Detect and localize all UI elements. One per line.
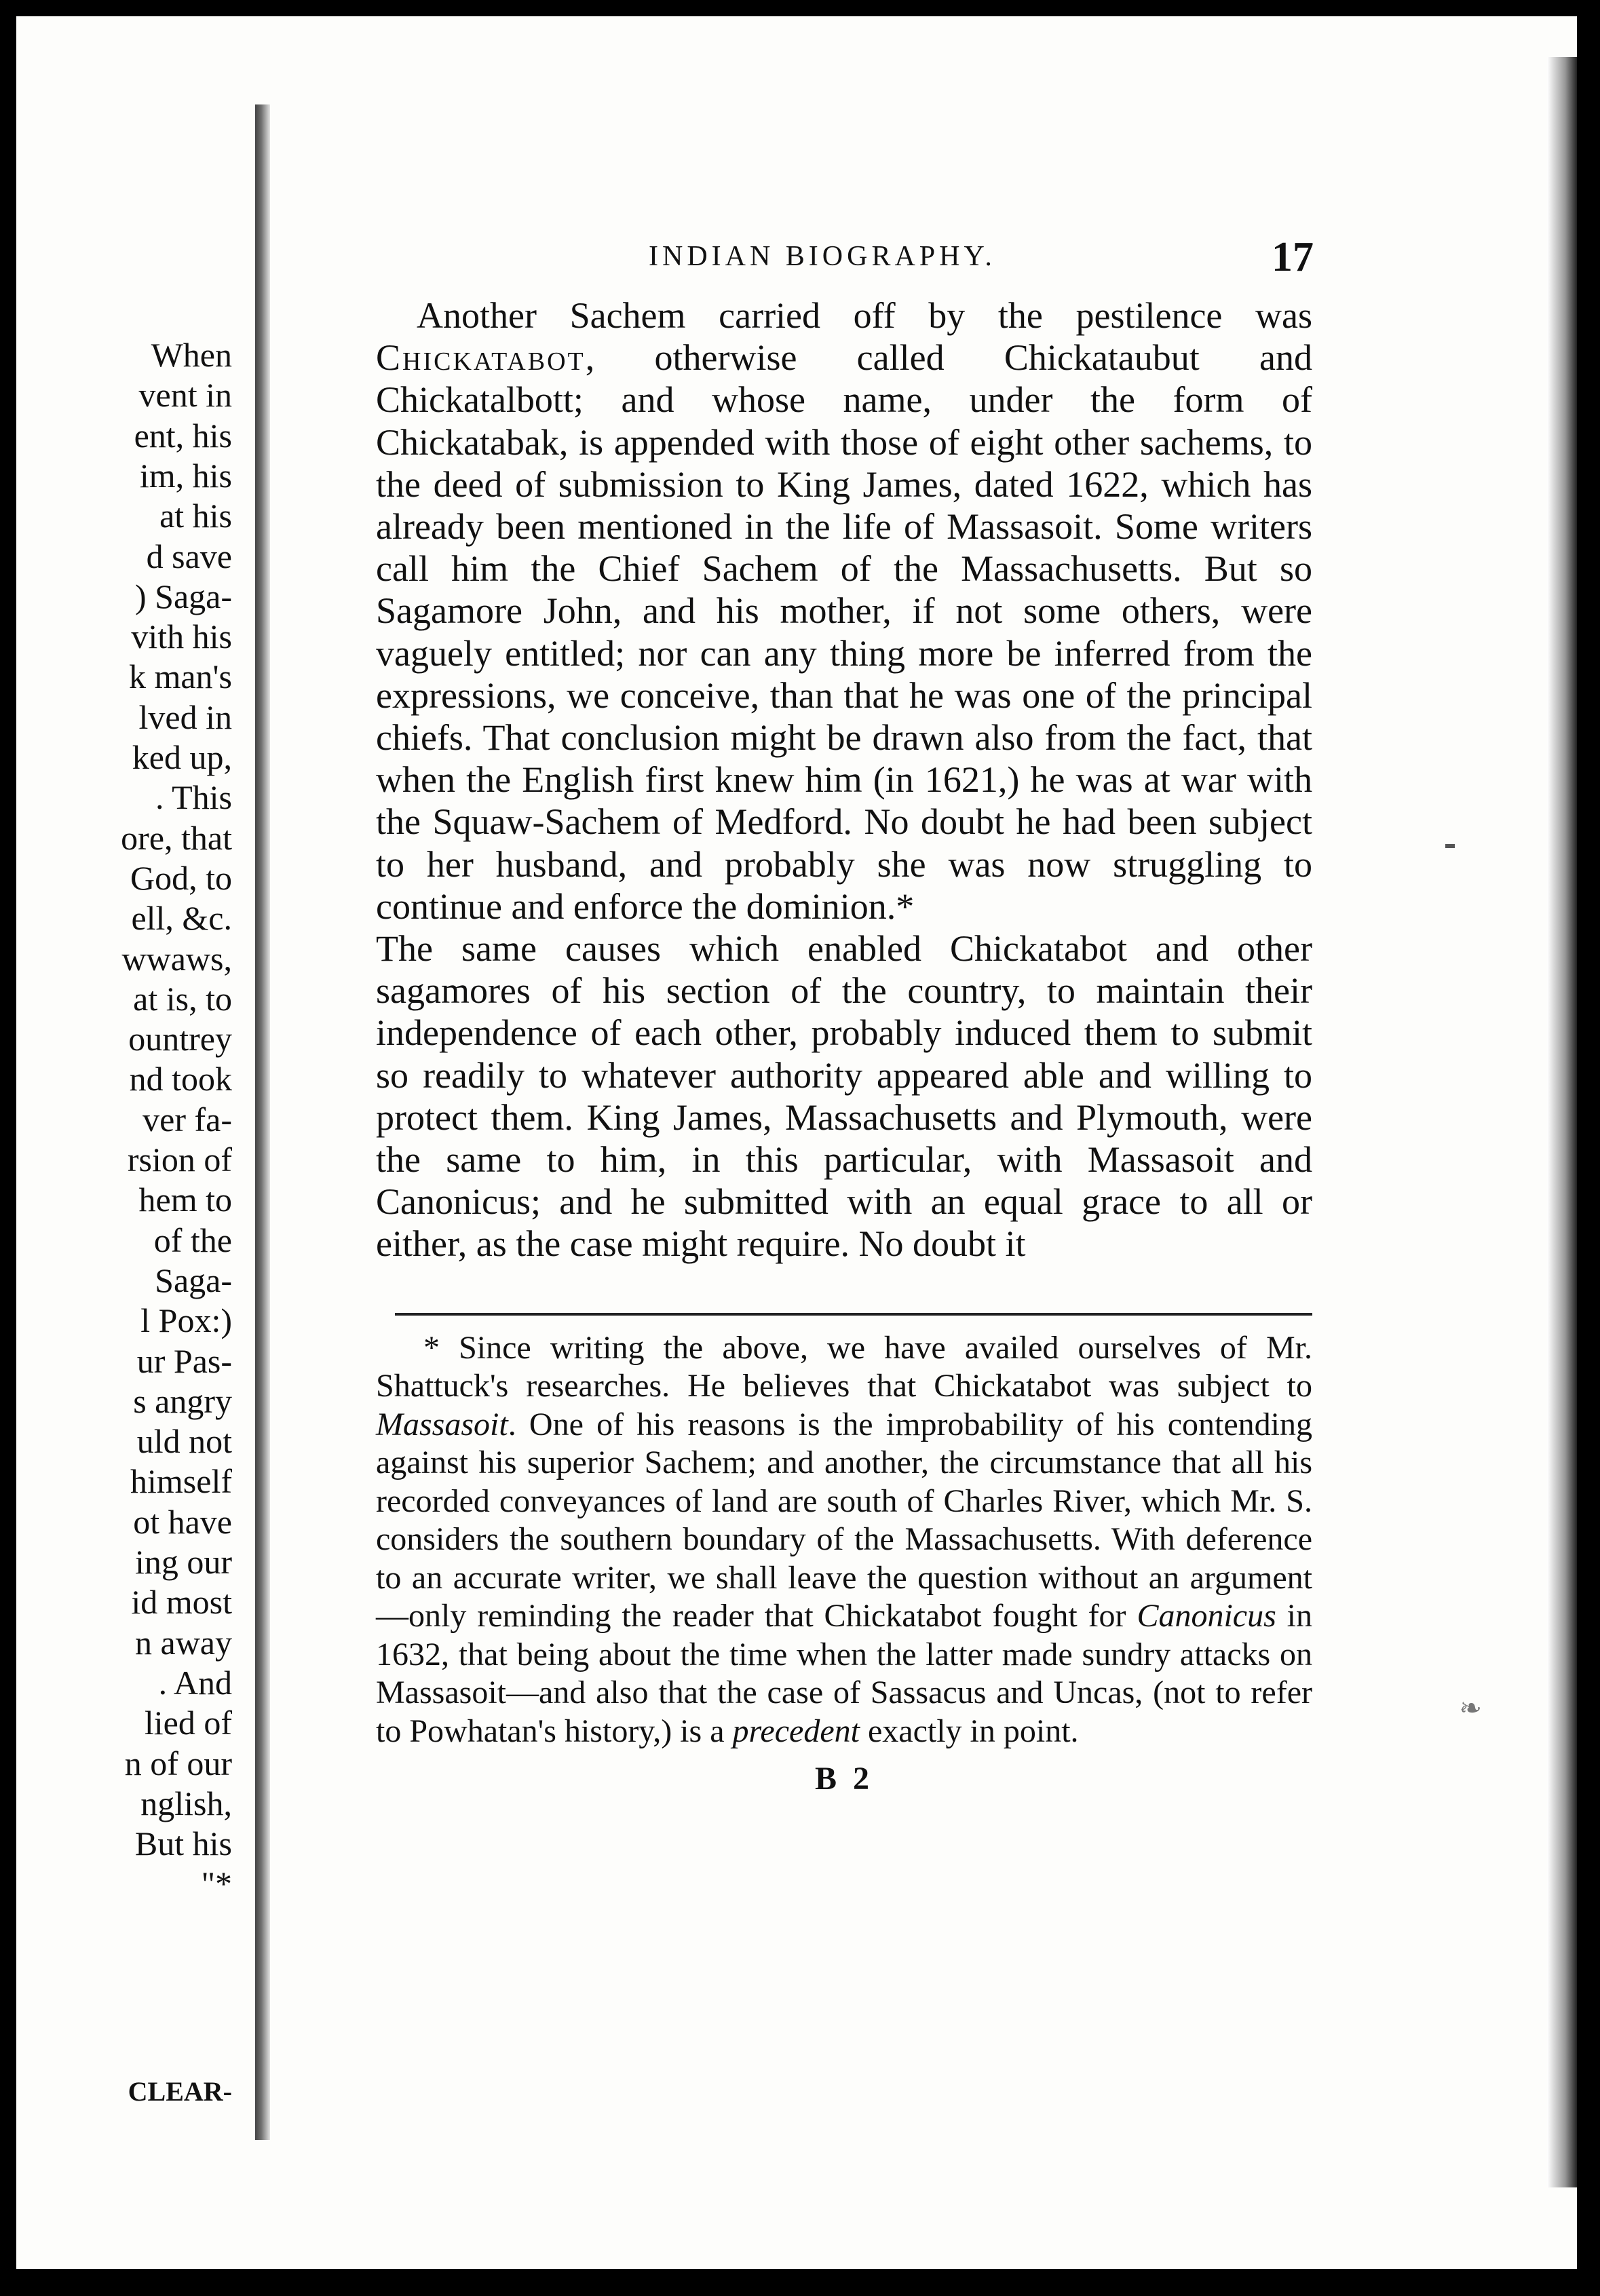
main-text	[376, 294, 1312, 1265]
page-edge	[1547, 57, 1577, 2187]
footnote-text-c: in 1632, that being about the time when the latter made sundry attacks on Massasoit—and also that the case of Sassacus and Uncas, (not to refer to Powhatan's history,) is a	[376, 1598, 1313, 1749]
left-page-line: rsion of	[127, 1141, 232, 1179]
left-page-line: ot have	[133, 1502, 232, 1541]
paragraph-1-intro: Another Sachem carried off by the pestilence was	[417, 295, 1312, 336]
left-page-line: nd took	[129, 1060, 232, 1098]
signature-row	[376, 1750, 1312, 1812]
running-head	[376, 220, 1312, 294]
left-page-line: id most	[131, 1583, 232, 1622]
margin-mark	[1445, 844, 1455, 848]
left-page-line: at is, to	[133, 979, 232, 1018]
left-page-line: Saga-	[155, 1261, 232, 1299]
smudge-mark: ❧	[1459, 1693, 1482, 1723]
left-page-line: im, his	[139, 456, 232, 495]
left-page-line: . This	[155, 778, 232, 817]
left-page-line: ing our	[134, 1543, 232, 1581]
left-page-line: "*	[201, 1864, 232, 1903]
left-page-line: ver fa-	[142, 1100, 232, 1139]
left-page-line: ell, &c.	[131, 899, 232, 938]
left-page-line: ountrey	[128, 1020, 232, 1058]
footnote-italic-b: Canonicus	[1137, 1598, 1276, 1634]
left-page-line: . And	[158, 1663, 232, 1702]
signature-mark: B 2	[814, 1761, 873, 1797]
left-page-line: When	[151, 336, 232, 374]
left-page-line: ore, that	[121, 818, 232, 857]
footnote-text-b: . One of his reasons is the improbability of his contending against his superior Sachem; and another, the circumstance that all his recorded conveyances of land are south of Charles River, which Mr. S. considers the southern boundary of the Massachusetts. With deference to an accurate writer, we shall leave the question without an argument—only reminding the reader that Chickatabot fought for	[376, 1406, 1312, 1634]
left-page-line: uld not	[136, 1422, 232, 1461]
left-page-line: lied of	[144, 1704, 232, 1742]
left-page-line: But his	[134, 1824, 232, 1863]
footnote-text-a: * Since writing the above, we have availed ourselves of Mr. Shattuck's researches. He believes that Chickatabot was subject to	[376, 1329, 1312, 1404]
subject-name: Chickatabot	[376, 337, 586, 379]
left-page-line: hem to	[138, 1181, 232, 1219]
left-page-line: vent in	[138, 376, 232, 415]
left-page-line: ) Saga-	[135, 577, 232, 615]
book-page	[376, 220, 1312, 1812]
left-page-line: nglish,	[140, 1784, 232, 1822]
left-page-line: ur Pas-	[136, 1341, 232, 1380]
footnote-rule	[395, 1313, 1312, 1316]
left-page-line: wwaws,	[121, 939, 232, 978]
left-page-line: of the	[153, 1221, 232, 1259]
left-page-line: ked up,	[132, 738, 232, 776]
left-page-line: lved in	[138, 697, 232, 736]
left-page-line: at his	[159, 497, 232, 535]
left-page-line: n away	[135, 1623, 232, 1662]
left-page-line: vith his	[131, 617, 232, 656]
page-number: 17	[1272, 234, 1314, 280]
left-page-line: d save	[146, 537, 232, 575]
footnote-text-d: exactly in point.	[859, 1713, 1079, 1749]
paragraph-2: The same causes which enabled Chickatabot and other sagamores of his section of the country, to maintain their independence of each other, probably induced them to submit so readily to whatever authority appeared able and willing to protect them. King James, Massachusetts and Plymouth, were the same to him, in this particular, with Massasoit and Canonicus; and he submitted with an equal grace to all or either, as the case might require. No doubt it	[376, 928, 1312, 1265]
paragraph-1-rest: , otherwise called Chickataubut and Chickatalbott; and whose name, under the form of Chickatabak, is appended with those of eight other sachems, to the deed of submission to King James, dated 1622, which has already been mentioned in the life of Massasoit. Some writers call him the Chief Sachem of the Massachusetts. But so Sagamore John, and his mother, if not some others, were vaguely entitled; nor can any thing more be inferred from the expressions, we conceive, than that he was one of the principal chiefs. That conclusion might be drawn also from the fact, that when the English first knew him (in 1621,) he was at war with the Squaw-Sachem of Medford. No doubt he had been subject to her husband, and probably she was now struggling to continue and enforce the dominion.*	[376, 337, 1312, 927]
left-page-line: God, to	[130, 858, 232, 897]
left-page-line: n of our	[124, 1744, 232, 1782]
left-page-line: himself	[130, 1462, 232, 1501]
left-page-line: l Pox:)	[140, 1301, 232, 1340]
left-page-fragment	[16, 71, 240, 2133]
running-head-title: INDIAN BIOGRAPHY.	[649, 241, 996, 272]
left-page-line: k man's	[128, 657, 232, 696]
left-page-line: s angry	[133, 1381, 232, 1420]
left-page-line: ent, his	[134, 416, 232, 455]
scan-frame	[16, 16, 1577, 2269]
paragraph-1	[376, 294, 1312, 927]
left-page-catchword: CLEAR-	[128, 2076, 232, 2107]
footnote	[376, 1329, 1312, 1751]
footnote-italic-a: Massasoit	[376, 1406, 508, 1442]
book-gutter	[255, 104, 270, 2140]
footnote-italic-c: precedent	[732, 1713, 860, 1749]
